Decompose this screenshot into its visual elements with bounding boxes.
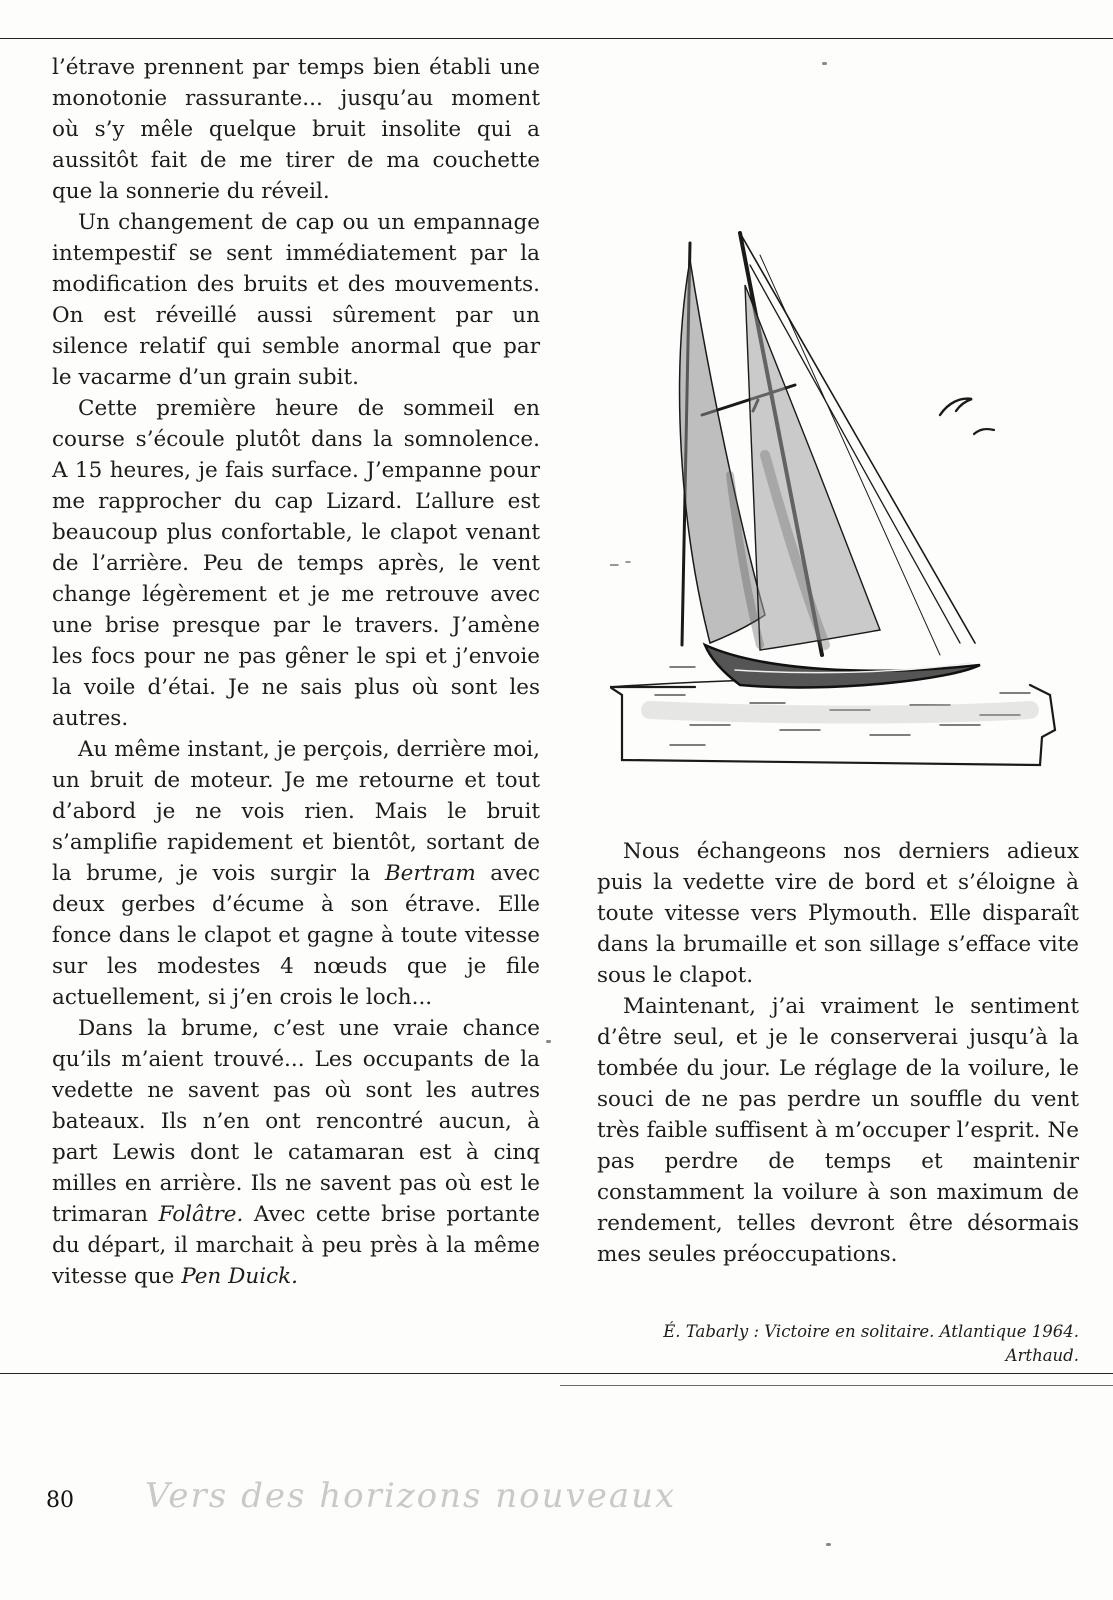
paragraph: Maintenant, j’ai vraiment le sentiment d’être seul, et je le conserverai jusqu’à la tombée du jour. Le réglage de la voilure, le souci de ne pas perdre un souffle du vent très faible suffisent à m’occuper l’esprit. Ne pas perdre de temps et maintenir constamment la voilure à son maximum de rendement, telles devront être désormais mes seules préoccupations. (597, 994, 1079, 1267)
source-citation (597, 1320, 1079, 1368)
scan-speck (546, 1040, 551, 1043)
paragraph: Nous échangeons nos derniers adieux puis la vedette vire de bord et s’éloigne à toute vitesse vers Plymouth. Elle disparaît dans la brumaille et son sillage s’efface vite sous le clapot. (597, 839, 1079, 988)
paragraph (52, 1013, 540, 1292)
paragraph-text: Au même instant, je perçois, derrière moi, un bruit de moteur. Je me retourne et tout d’abord je ne vois rien. Mais le bruit s’amplifie rapidement et bientôt, sortant de la brume, je vois surgir la (52, 737, 540, 886)
scan-speck (826, 1543, 831, 1546)
bottom-rule-secondary (560, 1385, 1113, 1386)
paragraph: l’étrave prennent par temps bien établi une monotonie rassurante... jusqu’au moment où s’y mêle quelque bruit insolite qui a aussitôt fait de me tirer de ma couchette que la sonnerie du réveil. (52, 55, 540, 204)
boat-name: Folâtre. (158, 1202, 244, 1227)
scan-speck (822, 62, 827, 65)
paragraph-text: Dans la brume, c’est une vraie chance qu’ils m’aient trouvé... Les occupants de la vedette ne savent pas où sont les autres bateaux. Ils n’en ont rencontré aucun, à part Lewis dont le catamaran est à cinq milles en arrière. Ils ne savent pas où est le trimaran (52, 1016, 540, 1227)
source-line: É. Tabarly : Victoire en solitaire. Atlantique 1964. (663, 1322, 1079, 1341)
bottom-rule (0, 1373, 1113, 1374)
paragraph-text: Avec cette brise portante du départ, il marchait à peu près à la même vitesse que (52, 1202, 540, 1289)
sailboat-sketch-icon (610, 225, 1080, 790)
top-rule (0, 38, 1113, 39)
source-line: Arthaud. (1005, 1346, 1079, 1365)
boat-name: Pen Duick. (181, 1264, 298, 1289)
paragraph: Cette première heure de sommeil en course s’écoule plutôt dans la somnolence. A 15 heures, je fais surface. J’empanne pour me rapprocher du cap Lizard. L’allure est beaucoup plus confortable, le clapot venant de l’arrière. Peu de temps après, le vent change légèrement et je me retrouve avec une brise presque par le travers. J’amène les focs pour ne pas gêner le spi et j’envoie la voile d’étai. Je ne sais plus où sont les autres. (52, 396, 540, 731)
boat-name: Bertram (384, 861, 476, 886)
paragraph-text: avec deux gerbes d’écume à son étrave. Elle fonce dans le clapot et gagne à toute vitesse sur les modestes 4 nœuds que je file actuellement, si j’en crois le loch... (52, 861, 541, 1010)
running-title: Vers des horizons nouveaux (145, 1476, 677, 1516)
paragraph (52, 734, 540, 1013)
right-text-column (597, 836, 1079, 1270)
paragraph: Un changement de cap ou un empannage intempestif se sent immédiatement par la modification des bruits et des mouvements. On est réveillé aussi sûrement par un silence relatif qui semble anormal que par le vacarme d’un grain subit. (52, 210, 540, 390)
left-text-column (52, 52, 540, 1292)
page-number: 80 (46, 1488, 74, 1513)
